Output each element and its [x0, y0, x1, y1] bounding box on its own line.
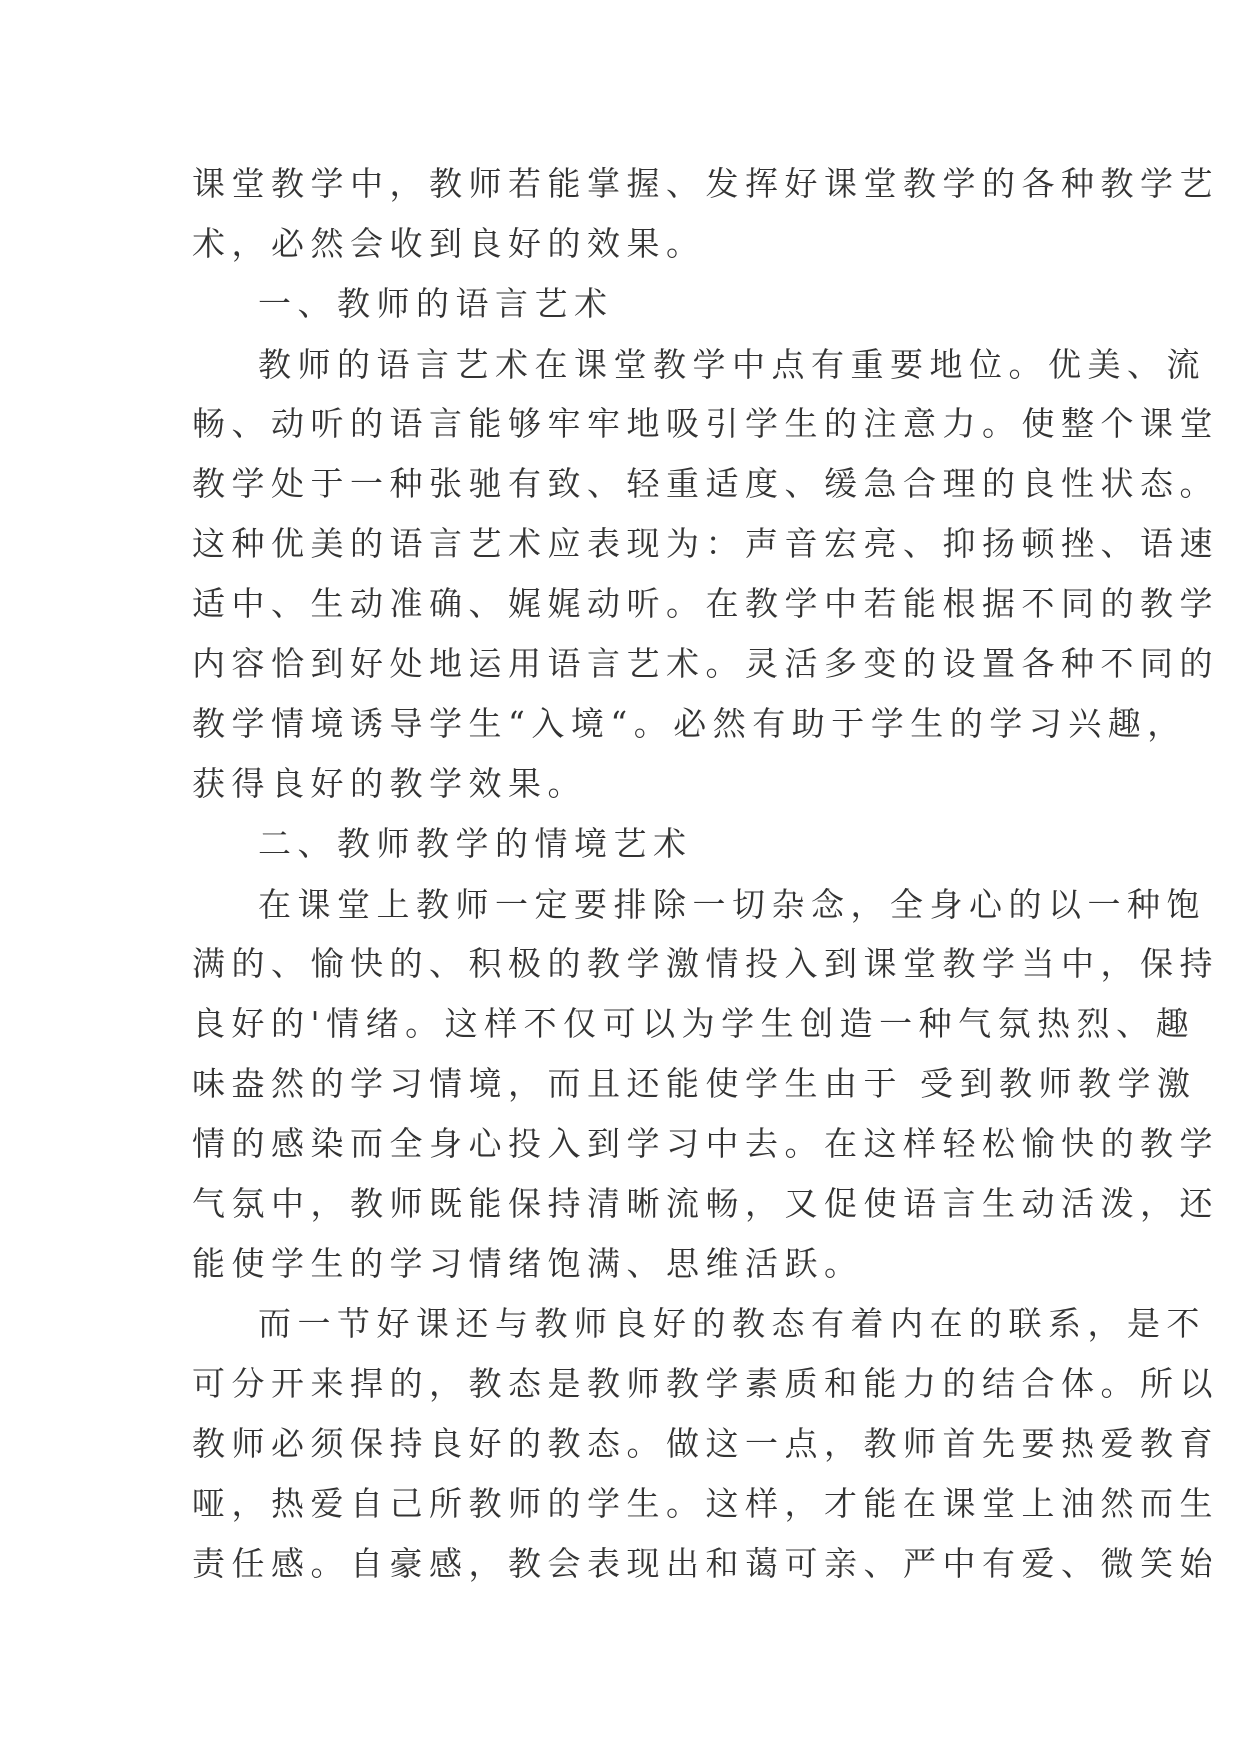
- paragraph-start: 在课堂上教师一定要排除一切杂念，全身心的以一种饱: [258, 885, 1206, 924]
- text-line: 教学处于一种张驰有致、轻重适度、缓急合理的良性状态。: [192, 464, 1219, 503]
- section-heading: 一、教师的语言艺术: [258, 284, 614, 323]
- paragraph-start: 而一节好课还与教师良好的教态有着内在的联系，是不: [258, 1304, 1206, 1343]
- text-line: 能使学生的学习情绪饱满、思维活跃。: [192, 1244, 864, 1283]
- paragraph-start: 教师的语言艺术在课堂教学中点有重要地位。优美、流: [258, 345, 1206, 384]
- text-line: 这种优美的语言艺术应表现为：声音宏亮、抑扬顿挫、语速: [192, 524, 1219, 563]
- text-line: 适中、生动准确、娓娓动听。在教学中若能根据不同的教学: [192, 584, 1219, 623]
- text-line: 良好的'情绪。这样不仅可以为学生创造一种气氛热烈、趣: [192, 1004, 1196, 1043]
- text-line: 哑，热爱自己所教师的学生。这样，才能在课堂上油然而生: [192, 1484, 1219, 1523]
- text-line: 气氛中，教师既能保持清晰流畅，又促使语言生动活泼，还: [192, 1184, 1219, 1223]
- text-line: 内容恰到好处地运用语言艺术。灵活多变的设置各种不同的: [192, 644, 1219, 683]
- text-line: 畅、动听的语言能够牢牢地吸引学生的注意力。使整个课堂: [192, 404, 1219, 443]
- text-line: 味盎然的学习情境，而且还能使学生由于 受到教师教学激: [192, 1064, 1197, 1103]
- text-line: 可分开来捍的，教态是教师教学素质和能力的结合体。所以: [192, 1364, 1219, 1403]
- text-line: 获得良好的教学效果。: [192, 764, 587, 803]
- text-line: 教学情境诱导学生“入境“。必然有助于学生的学习兴趣，: [192, 704, 1187, 743]
- text-line: 满的、愉快的、积极的教学激情投入到课堂教学当中，保持: [192, 944, 1219, 983]
- text-line: 责任感。自豪感，教会表现出和蔼可亲、严中有爱、微笑始: [192, 1544, 1219, 1583]
- text-line: 课堂教学中，教师若能掌握、发挥好课堂教学的各种教学艺: [192, 164, 1219, 203]
- text-line: 情的感染而全身心投入到学习中去。在这样轻松愉快的教学: [192, 1124, 1219, 1163]
- text-line: 教师必须保持良好的教态。做这一点，教师首先要热爱教育: [192, 1424, 1219, 1463]
- text-line: 术，必然会收到良好的效果。: [192, 224, 706, 263]
- section-heading: 二、教师教学的情境艺术: [258, 824, 693, 863]
